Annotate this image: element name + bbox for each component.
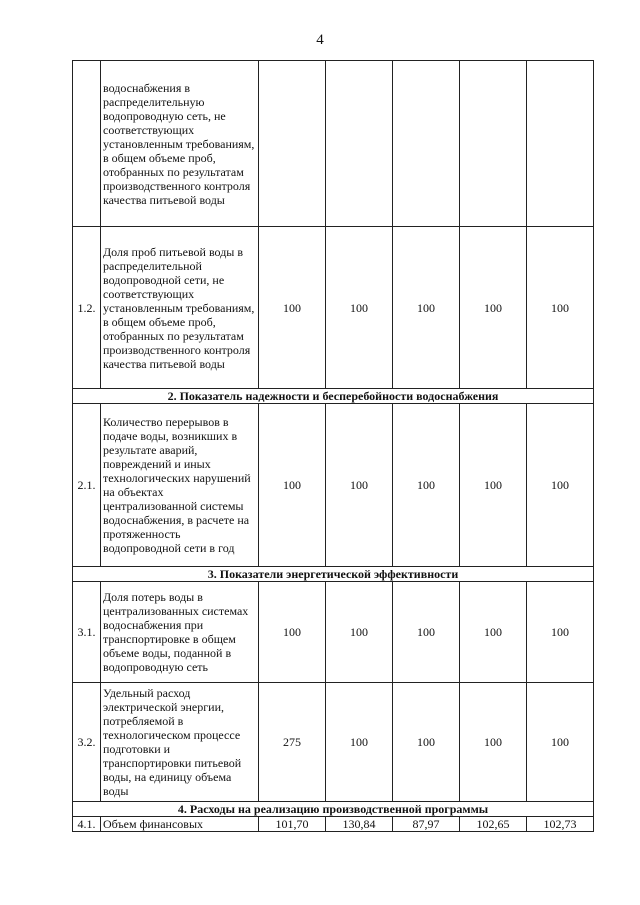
value-cell: 100 (326, 582, 393, 683)
page-number: 4 (316, 32, 324, 48)
section-title: 3. Показатели энергетической эффективности (73, 567, 594, 582)
indicator-description: Объем финансовых (101, 817, 259, 832)
value-cell (326, 61, 393, 227)
table-row (73, 61, 594, 227)
value-cell: 100 (527, 404, 594, 567)
indicator-description: Удельный расход электрической энергии, потребляемой в технологическом процессе подготовки и транспортировки питьевой воды, на единицу объема воды (101, 683, 259, 802)
row-number (73, 61, 101, 227)
value-cell: 102,73 (527, 817, 594, 832)
value-cell: 101,70 (259, 817, 326, 832)
value-cell: 100 (527, 683, 594, 802)
indicator-description: водоснабжения в распределительную водопроводную сеть, не соответствующих установленным требованиям, в общем объеме проб, отобранных по результатам производственного контроля качества питьевой воды (101, 61, 259, 227)
table-row (73, 683, 594, 802)
value-cell: 100 (259, 227, 326, 389)
value-cell: 100 (460, 404, 527, 567)
value-cell: 100 (527, 582, 594, 683)
section-header-row (73, 567, 594, 582)
section-header-row (73, 389, 594, 404)
value-cell: 100 (259, 582, 326, 683)
row-number: 3.1. (73, 582, 101, 683)
indicator-description: Количество перерывов в подаче воды, возникших в результате аварий, повреждений и иных технологических нарушений на объектах централизованной системы водоснабжения, в расчете на протяженность водопроводной сети в год (101, 404, 259, 567)
indicators-table (72, 60, 594, 832)
value-cell: 100 (460, 582, 527, 683)
value-cell: 100 (393, 683, 460, 802)
value-cell: 275 (259, 683, 326, 802)
value-cell (460, 61, 527, 227)
row-number: 2.1. (73, 404, 101, 567)
value-cell: 100 (326, 404, 393, 567)
table-row (73, 817, 594, 832)
section-title: 2. Показатель надежности и бесперебойности водоснабжения (73, 389, 594, 404)
value-cell: 100 (393, 582, 460, 683)
section-title: 4. Расходы на реализацию производственной программы (73, 802, 594, 817)
value-cell: 100 (460, 683, 527, 802)
value-cell: 100 (393, 404, 460, 567)
value-cell (527, 61, 594, 227)
row-number: 1.2. (73, 227, 101, 389)
row-number: 3.2. (73, 683, 101, 802)
value-cell: 102,65 (460, 817, 527, 832)
value-cell: 100 (259, 404, 326, 567)
section-header-row (73, 802, 594, 817)
table-row (73, 582, 594, 683)
value-cell: 87,97 (393, 817, 460, 832)
value-cell: 100 (460, 227, 527, 389)
indicator-description: Доля проб питьевой воды в распределительной водопроводной сети, не соответствующих установленным требованиям, в общем объеме проб, отобранных по результатам производственного контроля качества питьевой воды (101, 227, 259, 389)
table-row (73, 227, 594, 389)
table-row (73, 404, 594, 567)
row-number: 4.1. (73, 817, 101, 832)
value-cell (393, 61, 460, 227)
value-cell: 100 (326, 683, 393, 802)
value-cell: 100 (527, 227, 594, 389)
value-cell: 100 (326, 227, 393, 389)
indicator-description: Доля потерь воды в централизованных системах водоснабжения при транспортировке в общем объеме воды, поданной в водопроводную сеть (101, 582, 259, 683)
value-cell: 100 (393, 227, 460, 389)
value-cell: 130,84 (326, 817, 393, 832)
value-cell (259, 61, 326, 227)
